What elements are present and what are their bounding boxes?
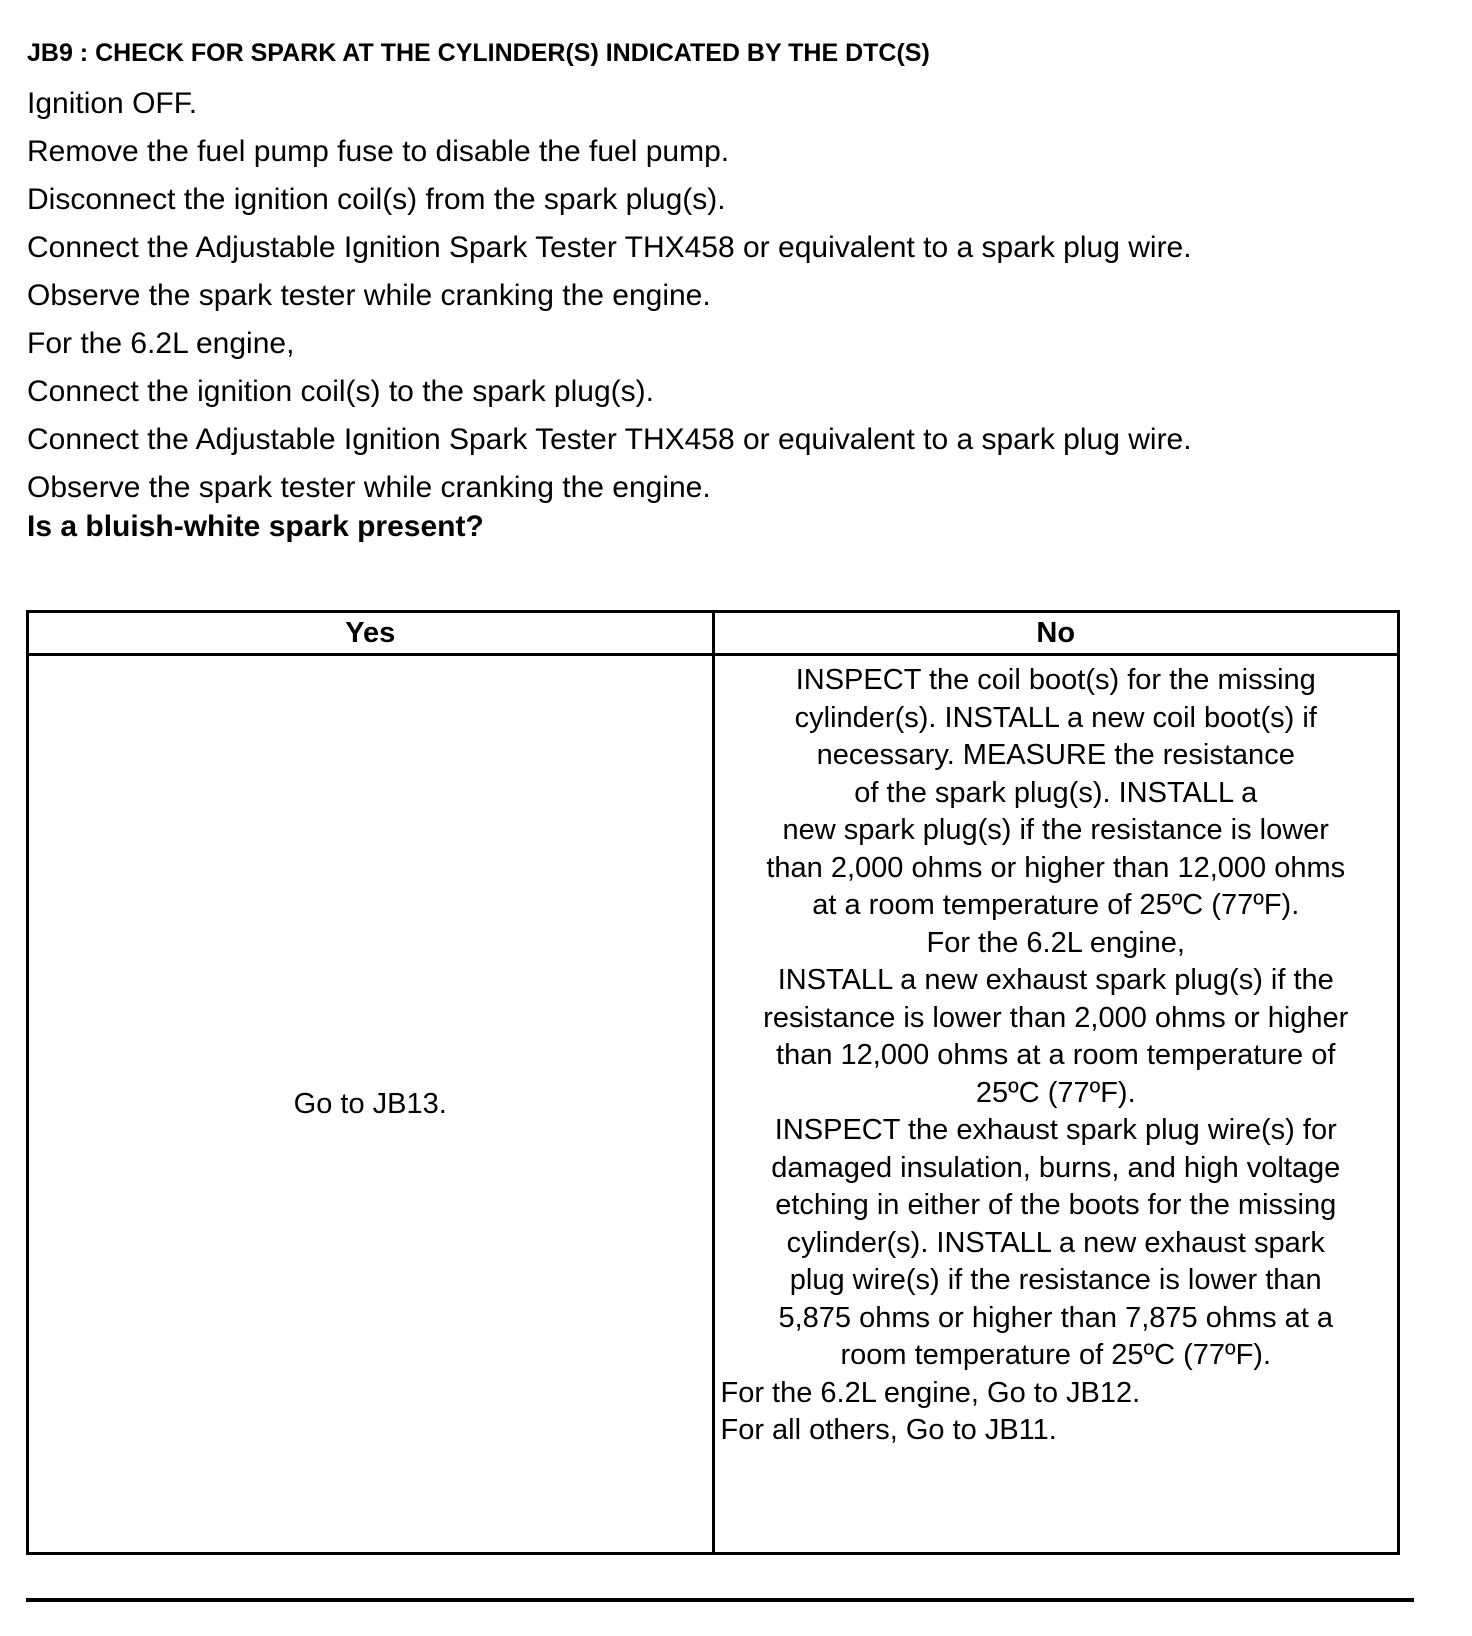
table-row — [28, 655, 1399, 1554]
no-action-line: 5,875 ohms or higher than 7,875 ohms at a — [778, 1301, 1334, 1334]
yes-column-header: Yes — [28, 612, 714, 655]
yes-no-table — [26, 610, 1400, 1555]
no-action-line: resistance is lower than 2,000 ohms or higher — [763, 1001, 1349, 1034]
no-action-line: cylinder(s). INSTALL a new exhaust spark — [786, 1226, 1325, 1259]
step-line: Observe the spark tester while cranking the engine. — [27, 471, 711, 504]
no-action-line: at a room temperature of 25ºC (77ºF). — [812, 889, 1300, 921]
no-action-line: of the spark plug(s). INSTALL a — [854, 776, 1258, 809]
yes-action: Go to JB13. — [28, 655, 714, 1554]
no-action-line: INSPECT the exhaust spark plug wire(s) for — [774, 1114, 1337, 1146]
step-line: Observe the spark tester while cranking the engine. — [27, 279, 711, 312]
decision-question: Is a bluish-white spark present? — [27, 510, 484, 543]
step-line: Disconnect the ignition coil(s) from the spark plug(s). — [27, 183, 726, 216]
no-action-line: etching in either of the boots for the missing — [775, 1189, 1337, 1221]
no-action-line: For the 6.2L engine, — [926, 926, 1185, 959]
no-action — [713, 655, 1399, 1554]
no-action-line: cylinder(s). INSTALL a new coil boot(s) if — [794, 701, 1317, 734]
no-action-line: INSPECT the coil boot(s) for the missing — [795, 664, 1316, 696]
no-action-line: damaged insulation, burns, and high voltage — [771, 1151, 1341, 1184]
step-line: Connect the Adjustable Ignition Spark Tester THX458 or equivalent to a spark plug wire. — [27, 231, 1192, 264]
step-line: Ignition OFF. — [27, 87, 198, 120]
no-action-line: plug wire(s) if the resistance is lower than — [789, 1264, 1322, 1296]
table-header-row — [28, 612, 1399, 655]
no-action-line: For the 6.2L engine, Go to JB12. — [720, 1376, 1141, 1409]
no-action-line: INSTALL a new exhaust spark plug(s) if the — [777, 964, 1334, 996]
no-action-line: new spark plug(s) if the resistance is lower — [782, 814, 1329, 846]
no-action-line: For all others, Go to JB11. — [720, 1414, 1057, 1446]
no-column-header: No — [713, 612, 1399, 655]
bottom-divider — [26, 1598, 1414, 1602]
no-action-line: 25ºC (77ºF). — [975, 1076, 1136, 1109]
step-line: Remove the fuel pump fuse to disable the fuel pump. — [27, 135, 730, 168]
step-line: Connect the Adjustable Ignition Spark Tester THX458 or equivalent to a spark plug wire. — [27, 423, 1192, 456]
no-action-line: necessary. MEASURE the resistance — [816, 739, 1295, 771]
no-action-line: room temperature of 25ºC (77ºF). — [840, 1339, 1272, 1371]
no-action-line: than 12,000 ohms at a room temperature of — [776, 1039, 1336, 1071]
step-line: Connect the ignition coil(s) to the spark plug(s). — [27, 375, 654, 408]
procedure-steps — [27, 80, 1192, 512]
no-action-line: than 2,000 ohms or higher than 12,000 ohms — [766, 851, 1346, 884]
step-line: For the 6.2L engine, — [27, 327, 295, 360]
step-heading: JB9 : CHECK FOR SPARK AT THE CYLINDER(S) INDICATED BY THE DTC(S) — [27, 39, 930, 67]
